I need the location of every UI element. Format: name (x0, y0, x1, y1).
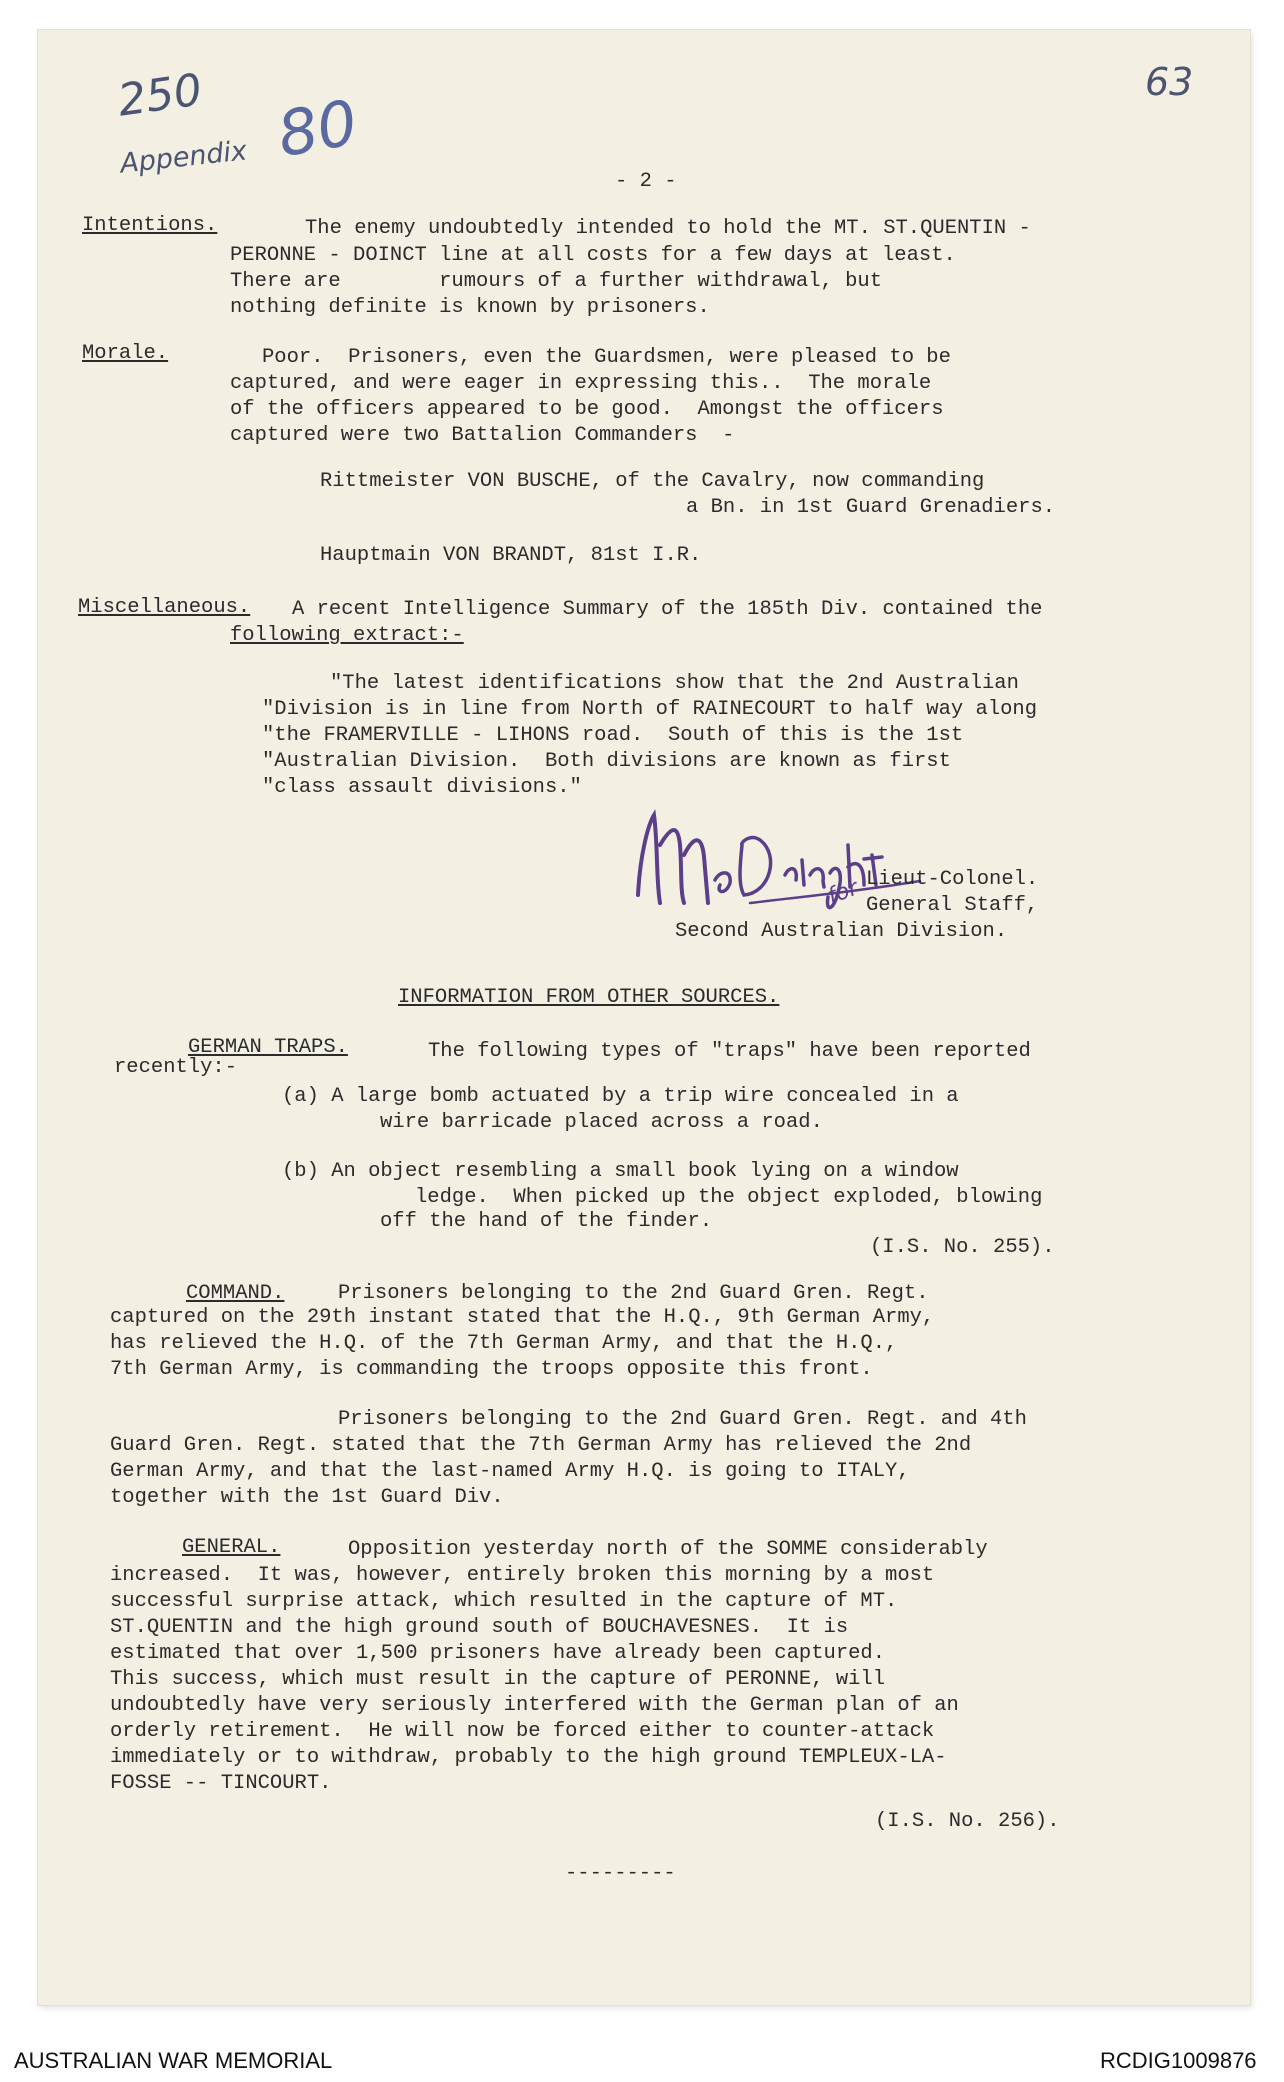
signature-staff: General Staff, (866, 894, 1039, 917)
signature-division: Second Australian Division. (675, 920, 1008, 943)
reference: (I.S. No. 255). (870, 1236, 1055, 1259)
command-line: has relieved the H.Q. of the 7th German Army, and that the H.Q., (110, 1332, 898, 1355)
german-traps-heading: GERMAN TRAPS. (188, 1036, 348, 1059)
page-number: - 2 - (615, 170, 677, 193)
intentions-heading: Intentions. (82, 214, 218, 237)
general-line: immediately or to withdraw, probably to the high ground TEMPLEUX-LA- (110, 1746, 947, 1769)
morale-line: Poor. Prisoners, even the Guardsmen, were pleased to be (262, 346, 951, 369)
handwritten-folio-number: 63 (1145, 60, 1194, 104)
general-line: orderly retirement. He will now be forced either to counter-attack (110, 1720, 935, 1743)
section-heading: INFORMATION FROM OTHER SOURCES. (398, 986, 780, 1009)
quote-line: "The latest identifications show that the 2nd Australian (330, 672, 1019, 695)
trap-item: ledge. When picked up the object exploded, blowing (415, 1186, 1043, 1209)
handwritten-page-number: 250 (114, 64, 206, 127)
intentions-line: There are rumours of a further withdrawal, but (230, 270, 883, 293)
morale-line: of the officers appeared to be good. Amongst the officers (230, 398, 944, 421)
morale-heading: Morale. (82, 342, 169, 365)
signature-rank: Lieut-Colonel. (866, 868, 1039, 891)
footer-institution: AUSTRALIAN WAR MEMORIAL (14, 2048, 333, 2073)
command-line: Guard Gren. Regt. stated that the 7th German Army has relieved the 2nd (110, 1434, 972, 1457)
handwritten-appendix-label: Appendix (118, 135, 249, 180)
signature-for: for (824, 875, 862, 910)
intentions-line: nothing definite is known by prisoners. (230, 296, 710, 319)
commander-entry: Rittmeister VON BUSCHE, of the Cavalry, now commanding (320, 470, 985, 493)
handwritten-appendix-number: 80 (272, 85, 363, 172)
quote-line: "Division is in line from North of RAINECOURT to half way along (262, 698, 1038, 721)
morale-line: captured were two Battalion Commanders - (230, 424, 735, 447)
intentions-line: PERONNE - DOINCT line at all costs for a few days at least. (230, 244, 956, 267)
morale-line: captured, and were eager in expressing this.. The morale (230, 372, 932, 395)
german-traps-line: recently:- (114, 1056, 238, 1079)
general-line: undoubtedly have very seriously interfered with the German plan of an (110, 1694, 959, 1717)
general-line: estimated that over 1,500 prisoners have already been captured. (110, 1642, 886, 1665)
general-heading: GENERAL. (182, 1536, 281, 1559)
end-rule: --------- (565, 1862, 676, 1885)
intentions-line: The enemy undoubtedly intended to hold the MT. ST.QUENTIN - (305, 217, 1031, 240)
general-line: ST.QUENTIN and the high ground south of BOUCHAVESNES. It is (110, 1616, 849, 1639)
german-traps-line: The following types of "traps" have been reported (428, 1040, 1031, 1063)
command-line: Prisoners belonging to the 2nd Guard Gren. Regt. and 4th (338, 1408, 1027, 1431)
trap-item: (a) A large bomb actuated by a trip wire concealed in a (282, 1085, 959, 1108)
command-heading: COMMAND. (186, 1282, 285, 1305)
trap-item: (b) An object resembling a small book lying on a window (282, 1160, 959, 1183)
quote-line: "Australian Division. Both divisions are known as first (262, 750, 951, 773)
command-line: German Army, and that the last-named Army H.Q. is going to ITALY, (110, 1460, 910, 1483)
reference: (I.S. No. 256). (875, 1810, 1060, 1833)
command-line: 7th German Army, is commanding the troops opposite this front. (110, 1358, 873, 1381)
command-line: together with the 1st Guard Div. (110, 1486, 504, 1509)
command-line: Prisoners belonging to the 2nd Guard Gren. Regt. (338, 1282, 929, 1305)
general-line: increased. It was, however, entirely broken this morning by a most (110, 1564, 935, 1587)
commander-entry: a Bn. in 1st Guard Grenadiers. (686, 496, 1056, 519)
trap-item: off the hand of the finder. (380, 1210, 713, 1233)
quote-line: "the FRAMERVILLE - LIHONS road. South of this is the 1st (262, 724, 964, 747)
miscellaneous-heading: Miscellaneous. (78, 596, 251, 619)
commander-entry: Hauptmain VON BRANDT, 81st I.R. (320, 544, 702, 567)
footer-identifier: RCDIG1009876 (1100, 2048, 1257, 2073)
general-line: FOSSE -- TINCOURT. (110, 1772, 332, 1795)
command-line: captured on the 29th instant stated that the H.Q., 9th German Army, (110, 1306, 935, 1329)
trap-item: wire barricade placed across a road. (380, 1111, 823, 1134)
general-line: Opposition yesterday north of the SOMME considerably (348, 1538, 988, 1561)
quote-line: "class assault divisions." (262, 776, 582, 799)
general-line: successful surprise attack, which resulted in the capture of MT. (110, 1590, 898, 1613)
miscellaneous-line: following extract:- (230, 624, 464, 647)
miscellaneous-line: A recent Intelligence Summary of the 185th Div. contained the (292, 598, 1043, 621)
general-line: This success, which must result in the capture of PERONNE, will (110, 1668, 886, 1691)
